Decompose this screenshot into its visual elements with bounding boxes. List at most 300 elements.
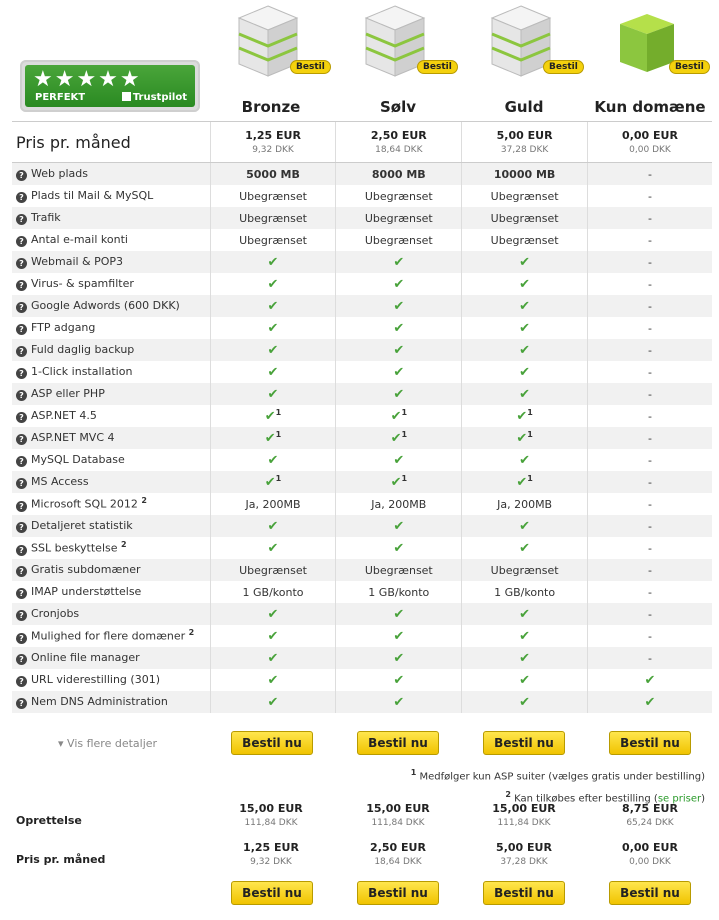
feature-value-cell (462, 427, 588, 449)
feature-value: - (648, 387, 652, 401)
feature-row (12, 669, 712, 691)
feature-value-cell (336, 229, 462, 251)
plans-header (0, 0, 719, 120)
feature-label-cell (12, 559, 210, 581)
feature-value-cell (588, 273, 713, 295)
help-icon[interactable]: ? (16, 654, 27, 665)
feature-value: - (648, 211, 652, 225)
order-badge[interactable]: Bestil (417, 60, 458, 74)
feature-value-cell (210, 471, 336, 493)
feature-value-cell (336, 625, 462, 647)
footnote-marker: 2 (121, 540, 127, 550)
plan-comparison-table (12, 121, 712, 713)
feature-label-cell (12, 427, 210, 449)
plan-header-solv (335, 0, 461, 120)
help-icon[interactable]: ? (16, 633, 27, 644)
feature-label: FTP adgang (31, 321, 96, 334)
feature-value: - (648, 585, 652, 599)
feature-value-cell (588, 427, 713, 449)
help-icon[interactable]: ? (16, 368, 27, 379)
feature-label: IMAP understøttelse (31, 585, 142, 598)
feature-value-cell (462, 493, 588, 515)
feature-value: - (648, 299, 652, 313)
help-icon[interactable]: ? (16, 676, 27, 687)
feature-value: - (648, 607, 652, 621)
check-icon: ✔ (519, 518, 531, 534)
check-icon: ✔ (393, 298, 405, 314)
check-icon: ✔ (390, 430, 402, 446)
trustpilot-rating-label: PERFEKT (35, 92, 86, 103)
trustpilot-panel (25, 65, 195, 107)
monthly-dkk: 37,28 DKK (500, 857, 548, 867)
feature-value-cell (588, 163, 713, 186)
check-icon: ✔ (519, 386, 531, 402)
plan-header-kun-domaene (587, 0, 713, 120)
trustpilot-brand (122, 92, 187, 103)
feature-label: Virus- & spamfilter (31, 277, 134, 290)
feature-value-cell (210, 603, 336, 625)
feature-value: Ubegrænset (364, 563, 433, 577)
help-icon[interactable]: ? (16, 610, 27, 621)
footnote-marker: 1 (275, 430, 282, 440)
feature-value-cell (210, 537, 336, 559)
order-badge[interactable]: Bestil (290, 60, 331, 74)
feature-label: Mulighed for flere domæner (31, 629, 186, 643)
monthly-dkk: 9,32 DKK (250, 857, 292, 867)
footnote-marker: 1 (275, 474, 282, 484)
feature-value: - (648, 365, 652, 379)
price-cell (588, 122, 713, 163)
help-icon[interactable]: ? (16, 346, 27, 357)
feature-value-cell (462, 317, 588, 339)
feature-value-cell (210, 647, 336, 669)
help-icon[interactable]: ? (16, 170, 27, 181)
order-now-button[interactable]: Bestil nu (483, 881, 565, 905)
monthly-price-row (0, 841, 719, 881)
feature-label-cell (12, 405, 210, 427)
price-cell (462, 122, 588, 163)
footnote-marker: 2 (141, 496, 147, 506)
plan-name: Bronze (241, 98, 301, 116)
feature-value-cell (588, 405, 713, 427)
feature-label-cell (12, 163, 210, 186)
help-icon[interactable]: ? (16, 501, 27, 512)
check-icon: ✔ (267, 452, 279, 468)
footnote-marker: 1 (401, 408, 408, 418)
monthly-label: Pris pr. måned (16, 853, 106, 866)
feature-row (12, 405, 712, 427)
feature-value: Ja, 200MB (245, 497, 301, 511)
feature-value-cell (588, 251, 713, 273)
feature-label-cell (12, 361, 210, 383)
footnote-marker: 2 (188, 628, 195, 638)
feature-value-cell (336, 691, 462, 713)
feature-value: Ubegrænset (364, 211, 433, 225)
help-icon[interactable]: ? (16, 522, 27, 533)
feature-value: - (648, 431, 652, 445)
feature-value-cell (336, 207, 462, 229)
feature-value-cell (210, 339, 336, 361)
feature-value-cell (336, 449, 462, 471)
trustpilot-logo-icon (122, 92, 131, 101)
feature-value: - (648, 629, 652, 643)
feature-row (12, 427, 712, 449)
check-icon: ✔ (519, 364, 531, 380)
help-icon[interactable]: ? (16, 302, 27, 313)
footnote-2: $^2$ Kan tilkøbes efter bestilling (se priser) (505, 790, 705, 805)
check-icon: ✔ (393, 518, 405, 534)
check-icon: ✔ (519, 650, 531, 666)
feature-value: Ubegrænset (239, 189, 307, 203)
order-now-button[interactable]: Bestil nu (609, 731, 691, 755)
price-eur: 0,00 EUR (622, 129, 678, 142)
feature-value: - (648, 189, 652, 203)
feature-value-cell (336, 559, 462, 581)
feature-value-cell (588, 229, 713, 251)
price-cell (336, 122, 462, 163)
feature-value-cell (588, 691, 713, 713)
setup-eur: 8,75 EUR (622, 802, 678, 815)
feature-value: - (648, 255, 652, 269)
check-icon: ✔ (267, 298, 279, 314)
feature-value-cell (336, 317, 462, 339)
feature-value: Ubegrænset (239, 211, 307, 225)
plan-name: Guld (504, 98, 544, 116)
setup-fee-row (0, 802, 719, 842)
feature-value: 1 GB/konto (494, 585, 556, 599)
help-icon[interactable]: ? (16, 588, 27, 599)
check-icon: ✔ (267, 254, 279, 270)
check-icon: ✔ (393, 672, 405, 688)
setup-eur: 15,00 EUR (239, 802, 303, 815)
feature-value-cell (588, 559, 713, 581)
feature-label: Detaljeret statistik (31, 519, 133, 532)
feature-value-cell (336, 295, 462, 317)
help-icon[interactable]: ? (16, 324, 27, 335)
check-icon: ✔ (267, 650, 279, 666)
feature-row (12, 339, 712, 361)
footnote-marker: 1 (527, 430, 533, 440)
check-icon: ✔ (393, 320, 405, 336)
order-badge[interactable]: Bestil (543, 60, 584, 74)
feature-value-cell (210, 317, 336, 339)
feature-label: ASP.NET MVC 4 (31, 431, 115, 444)
help-icon[interactable]: ? (16, 280, 27, 291)
feature-value-cell (336, 361, 462, 383)
check-icon: ✔ (390, 408, 402, 424)
feature-value: 10000 MB (493, 167, 556, 181)
see-prices-link[interactable]: se priser (657, 793, 702, 805)
check-icon: ✔ (267, 518, 279, 534)
feature-row (12, 185, 712, 207)
feature-value-cell (588, 185, 713, 207)
feature-row (12, 295, 712, 317)
feature-label: ASP.NET 4.5 (31, 409, 97, 422)
feature-label: Trafik (31, 211, 61, 224)
feature-value-cell (588, 537, 713, 559)
feature-value-cell (588, 317, 713, 339)
order-now-button[interactable]: Bestil nu (357, 731, 439, 755)
help-icon[interactable]: ? (16, 236, 27, 247)
comparison-body (12, 122, 712, 714)
feature-value: Ubegrænset (239, 233, 307, 247)
feature-label-cell (12, 229, 210, 251)
order-now-button[interactable]: Bestil nu (231, 731, 313, 755)
feature-label-cell (12, 691, 210, 713)
feature-value-cell (336, 647, 462, 669)
feature-row (12, 163, 712, 186)
check-icon: ✔ (393, 650, 405, 666)
check-icon: ✔ (393, 452, 405, 468)
feature-value-cell (210, 691, 336, 713)
feature-label-cell (12, 471, 210, 493)
feature-value: Ubegrænset (239, 563, 307, 577)
feature-value: Ja, 200MB (497, 497, 553, 511)
price-row-label: Pris pr. måned (16, 132, 131, 152)
feature-value-cell (588, 493, 713, 515)
more-details-text: Vis flere detaljer (67, 737, 158, 750)
footnote-marker: 1 (275, 408, 282, 418)
check-icon: ✔ (393, 606, 405, 622)
feature-value-cell (588, 647, 713, 669)
feature-value: - (648, 475, 652, 489)
feature-value: Ja, 200MB (371, 497, 427, 511)
help-icon[interactable]: ? (16, 192, 27, 203)
price-eur: 2,50 EUR (370, 129, 427, 142)
feature-value-cell (588, 625, 713, 647)
price-eur: 1,25 EUR (245, 129, 301, 142)
feature-value-cell (210, 383, 336, 405)
check-icon: ✔ (267, 386, 279, 402)
feature-row (12, 559, 712, 581)
price-eur: 5,00 EUR (496, 129, 553, 142)
feature-label: Cronjobs (31, 607, 80, 620)
help-icon[interactable]: ? (16, 456, 27, 467)
check-icon: ✔ (519, 540, 531, 556)
setup-eur: 15,00 EUR (366, 802, 430, 815)
feature-value-cell (336, 383, 462, 405)
feature-value: 1 GB/konto (242, 585, 304, 599)
trustpilot-badge[interactable] (20, 60, 200, 112)
help-icon[interactable]: ? (16, 566, 27, 577)
feature-value-cell (588, 603, 713, 625)
check-icon: ✔ (519, 320, 531, 336)
plan-header-guld (461, 0, 587, 120)
feature-value-cell (336, 339, 462, 361)
feature-label-cell (12, 339, 210, 361)
feature-value-cell (336, 163, 462, 186)
feature-label-cell (12, 581, 210, 603)
monthly-eur: 0,00 EUR (622, 841, 678, 854)
trustpilot-stars: ★★★★★ (33, 67, 142, 92)
setup-cell (461, 802, 587, 828)
feature-value-cell (336, 471, 462, 493)
feature-value-cell (462, 405, 588, 427)
feature-value-cell (462, 471, 588, 493)
check-icon: ✔ (644, 694, 656, 710)
check-icon: ✔ (516, 474, 528, 490)
feature-row (12, 603, 712, 625)
price-dkk: 9,32 DKK (252, 145, 294, 155)
check-icon: ✔ (390, 474, 402, 490)
feature-value: - (648, 497, 652, 511)
feature-value-cell (588, 295, 713, 317)
help-icon[interactable]: ? (16, 698, 27, 709)
feature-label-cell (12, 493, 210, 515)
check-icon: ✔ (267, 606, 279, 622)
feature-label: MS Access (31, 475, 89, 488)
check-icon: ✔ (519, 276, 531, 292)
footnote-1: $^1$ Medfølger kun ASP suiter (vælges gratis under bestilling) (410, 768, 705, 783)
feature-value-cell (462, 295, 588, 317)
feature-row (12, 273, 712, 295)
feature-label-cell (12, 273, 210, 295)
price-dkk: 0,00 DKK (629, 145, 671, 155)
price-dkk: 18,64 DKK (375, 145, 423, 155)
feature-value-cell (336, 493, 462, 515)
footnote-marker: 1 (527, 408, 533, 418)
plan-name: Kun domæne (594, 98, 706, 116)
help-icon[interactable]: ? (16, 214, 27, 225)
feature-label: Google Adwords (600 DKK) (31, 299, 180, 312)
feature-value: - (648, 409, 652, 423)
feature-value-cell (210, 427, 336, 449)
feature-value-cell (462, 515, 588, 537)
help-icon[interactable]: ? (16, 434, 27, 445)
order-now-button[interactable]: Bestil nu (483, 731, 565, 755)
more-details-link[interactable]: ▾ Vis flere detaljer (58, 737, 158, 750)
feature-value-cell (210, 163, 336, 186)
feature-row (12, 647, 712, 669)
feature-label-cell (12, 251, 210, 273)
feature-value: - (648, 651, 652, 665)
feature-label-cell (12, 647, 210, 669)
monthly-dkk: 18,64 DKK (374, 857, 422, 867)
feature-value: - (648, 167, 652, 181)
order-now-button[interactable]: Bestil nu (357, 881, 439, 905)
monthly-cell (587, 841, 713, 867)
check-icon: ✔ (519, 342, 531, 358)
feature-value-cell (336, 581, 462, 603)
feature-value: Ubegrænset (364, 233, 433, 247)
feature-label: Microsoft SQL 2012 (31, 497, 138, 511)
feature-row (12, 229, 712, 251)
monthly-cell (335, 841, 461, 867)
check-icon: ✔ (267, 276, 279, 292)
trustpilot-brand-text: Trustpilot (132, 92, 187, 103)
feature-row (12, 383, 712, 405)
check-icon: ✔ (519, 254, 531, 270)
feature-label: Gratis subdomæner (31, 563, 141, 576)
check-icon: ✔ (393, 628, 405, 644)
feature-label-cell (12, 625, 210, 647)
feature-value: 8000 MB (371, 167, 426, 181)
feature-label: MySQL Database (31, 453, 125, 466)
feature-value-cell (588, 515, 713, 537)
feature-value-cell (462, 185, 588, 207)
feature-value: - (648, 541, 652, 555)
feature-label-cell (12, 449, 210, 471)
setup-dkk: 65,24 DKK (626, 818, 674, 828)
price-label-cell (12, 122, 210, 163)
feature-value-cell (210, 515, 336, 537)
feature-value: Ubegrænset (490, 563, 559, 577)
setup-dkk: 111,84 DKK (497, 818, 551, 828)
feature-value: - (648, 343, 652, 357)
help-icon[interactable]: ? (16, 412, 27, 423)
feature-label: Antal e-mail konti (31, 233, 128, 246)
feature-value: - (648, 563, 652, 577)
feature-value-cell (210, 295, 336, 317)
feature-label: URL viderestilling (301) (31, 673, 160, 686)
feature-value-cell (210, 559, 336, 581)
feature-row (12, 515, 712, 537)
setup-dkk: 111,84 DKK (371, 818, 425, 828)
help-icon[interactable]: ? (16, 390, 27, 401)
help-icon[interactable]: ? (16, 478, 27, 489)
feature-row (12, 251, 712, 273)
feature-value-cell (336, 669, 462, 691)
monthly-dkk: 0,00 DKK (629, 857, 671, 867)
feature-value: Ubegrænset (490, 189, 559, 203)
feature-label: Webmail & POP3 (31, 255, 124, 268)
check-icon: ✔ (519, 606, 531, 622)
feature-value-cell (588, 669, 713, 691)
price-cell (210, 122, 336, 163)
feature-value-cell (588, 383, 713, 405)
feature-value-cell (462, 537, 588, 559)
feature-value-cell (462, 559, 588, 581)
check-icon: ✔ (644, 672, 656, 688)
feature-value: 1 GB/konto (368, 585, 430, 599)
feature-value: 5000 MB (246, 167, 300, 181)
help-icon[interactable]: ? (16, 545, 27, 556)
footnote-2-text: Kan tilkøbes efter bestilling (514, 793, 651, 805)
check-icon: ✔ (264, 474, 276, 490)
feature-value-cell (210, 493, 336, 515)
help-icon[interactable]: ? (16, 258, 27, 269)
feature-value: - (648, 453, 652, 467)
feature-value-cell (210, 581, 336, 603)
price-row (12, 122, 712, 163)
feature-value-cell (462, 273, 588, 295)
order-now-button[interactable]: Bestil nu (609, 881, 691, 905)
setup-cell (587, 802, 713, 828)
feature-label-cell (12, 537, 210, 559)
order-now-button[interactable]: Bestil nu (231, 881, 313, 905)
feature-value-cell (462, 383, 588, 405)
footnote-marker: 1 (401, 474, 408, 484)
feature-label: ASP eller PHP (31, 387, 105, 400)
check-icon: ✔ (267, 694, 279, 710)
feature-row (12, 691, 712, 713)
plan-name: Sølv (379, 98, 417, 116)
feature-value-cell (588, 471, 713, 493)
check-icon: ✔ (519, 452, 531, 468)
feature-label-cell (12, 207, 210, 229)
order-badge[interactable]: Bestil (669, 60, 710, 74)
check-icon: ✔ (519, 672, 531, 688)
feature-value-cell (462, 625, 588, 647)
feature-value-cell (462, 339, 588, 361)
feature-value-cell (588, 361, 713, 383)
feature-value-cell (462, 449, 588, 471)
feature-value-cell (210, 361, 336, 383)
feature-label: Online file manager (31, 651, 140, 664)
feature-value-cell (588, 449, 713, 471)
feature-row (12, 493, 712, 515)
feature-value-cell (210, 185, 336, 207)
